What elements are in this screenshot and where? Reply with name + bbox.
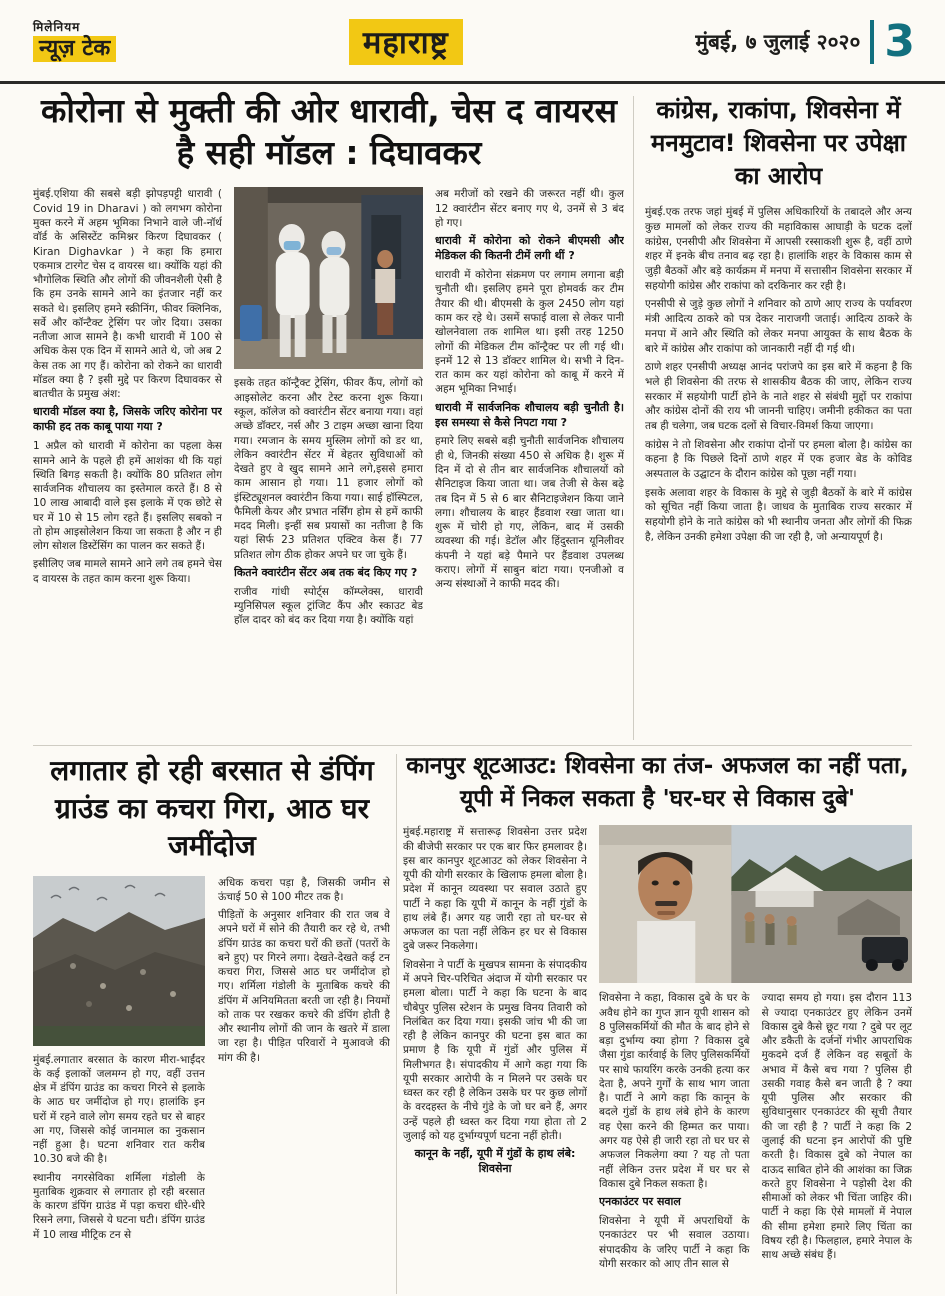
kanpur-column-1 xyxy=(403,825,587,1293)
paragraph: मुंबई.महाराष्ट्र में सत्तारूढ़ शिवसेना उत्तर प्रदेश की बीजेपी सरकार पर एक बार फिर हमलावर है। इस बार कानपुर शूटआउट को लेकर शिवसेना ने यूपी की योगी सरकार के खिलाफ हमला बोला है। प्रदेश में कानून व्यवस्था पर सवाल उठाते हुए पार्टी ने कहा कि यूपी में कानून के नहीं गुंडों के हाथ लंबे हैं। अगर यह जारी रहा तो घर-घर से अफजल का पता नहीं लेकिन हर घर से विकास दुबे जरूर निकलेगा। xyxy=(403,826,587,953)
date-and-page xyxy=(695,15,915,67)
paragraph: ज्यादा समय हो गया। इस दौरान 113 से ज्यादा एनकाउंटर हुए लेकिन उनमें विकास दुबे कैसे छूट गया ? दुबे पर लूट और डकैती के दर्जनों गंभीर आपराधिक मुकदमे दर्ज हैं लेकिन वह सबूतों के अभाव में कैसे बच गया ? पुलिस ही उसकी गवाह कैसे बन जाती है ? क्या यूपी पुलिस और सरकार की सुविधानुसार एनकाउंटर की सूची तैयार की जा रही है ? पार्टी ने कहा कि 2 जुलाई की घटना इन आरोपों की पुष्टि करती है। विकास दुबे को नेपाल का दाऊद साबित होने की आशंका का जिक्र करते हुए शिवसेना ने पड़ोसी देश की सीमाओं को लेकर भी चिंता जाहिर की। पार्टी ने कहा कि ऐसे मामलों में नेपाल की सीमा हमेशा हमारे लिए चिंता का विषय रही है। फिलहाल, हमारे नेपाल के साथ अच्छे संबंध हैं। xyxy=(761,992,912,1262)
paragraph: स्थानीय नगरसेविका शर्मिला गंडोली के मुताबिक शुक्रवार से लगातार हो रही बरसात के कारण डंपिंग ग्राउंड में पड़ा कचरा धीरे-धीरे रिसने लगा, जिससे ये घटना घटी। डंपिंग ग्राउंड में 10 लाख मीट्रिक टन से xyxy=(33,1171,205,1241)
dharavi-column-3 xyxy=(435,187,624,739)
question-subhead: धारावी मॉडल क्या है, जिसके जरिए कोरोना पर काफी हद तक काबू पाया गया ? xyxy=(33,405,222,434)
paragraph: एनसीपी से जुड़े कुछ लोगों ने शनिवार को ठाणे आए राज्य के पर्यावरण मंत्री आदित्य ठाकरे को पत्र देकर नाराजगी जताई। आदित्य ठाकरे के मनपा में आने और स्थिति को लेकर मनपा आयुक्त के साथ बैठक के बारे में कांग्रेस और राकांपा को जानकारी नहीं दी गई थी। xyxy=(645,298,912,355)
headline-congress: कांग्रेस, राकांपा, शिवसेना में मनमुटाव! शिवसेना पर उपेक्षा का आरोप xyxy=(651,96,906,191)
bold-pullquote: कानून के नहीं, यूपी में गुंडों के हाथ लंबे: शिवसेना xyxy=(414,1147,576,1176)
newspaper-logo xyxy=(33,21,116,62)
dharavi-photo xyxy=(234,187,423,369)
paragraph: मुंबई.लगातार बरसात के कारण मीरा-भाईंदर के कई इलाकों जलमग्न हो गए, वहीं उत्तन क्षेत्र में डंपिंग ग्राउंड का कचरा गिरने से इलाके के आठ घर जमींदोज हो गए। हालांकि इन घरों में रहने वाले लोग समय रहते घर से बाहर आ गए, जिससे कोई जानमाल का नुकसान नहीं हुआ है। घटना शनिवार रात करीब 10.30 बजे की है। xyxy=(33,1053,205,1166)
congress-column xyxy=(645,205,912,741)
dump-columns xyxy=(33,876,391,1288)
paragraph: अधिक कचरा पड़ा है, जिसकी जमीन से ऊंचाई 50 से 100 मीटर तक है। xyxy=(218,876,390,903)
article-dumping-ground xyxy=(33,752,391,1288)
subhead-encounter: एनकाउंटर पर सवाल xyxy=(599,1195,681,1209)
paragraph: शिवसेना ने कहा, विकास दुबे के घर के अवैध होने का गुप्त ज्ञान यूपी शासन को 8 पुलिसकर्मियों की मौत के बाद होने से बड़ा दुर्भाग्य क्या होगा ? विकास दुबे जैसा गुंडा कार्रवाई के लिए पुलिसकर्मियों पर साधे फायरिंग करके उनकी हत्या कर देता है, अपने गुर्गों के साथ भाग जाता है। पार्टी ने आगे कहा कि कानून के बदले गुंडों के हाथ लंबे होने के कारण वह ऐसा करने की हिम्मत कर पाया। अगर यह ऐसे ही जारी रहा तो घर घर से अफजल निकलेगा क्या ? यह तो पता नहीं लेकिन उत्तर प्रदेश में घर घर से विकास दुबे निकल सकता है। xyxy=(599,992,750,1190)
dateline: मुंबई, ७ जुलाई २०२० xyxy=(695,29,861,54)
section-title xyxy=(116,19,695,65)
kanpur-photo-illustration xyxy=(599,825,912,983)
headline-kanpur: कानपुर शूटआउट: शिवसेना का तंज- अफजल का नहीं पता, यूपी में निकल सकता है 'घर-घर से विकास दुबे' xyxy=(406,753,909,812)
logo-bottom-text: न्यूज़ टेक xyxy=(33,36,116,62)
kanpur-column-2 xyxy=(599,991,750,1293)
dump-column-1 xyxy=(33,876,205,1288)
paragraph: राजीव गांधी स्पोर्ट्स कॉम्प्लेक्स, धारावी म्युनिसिपल स्कूल ट्रांजिट कैंप और स्काउट बेड हॉल दादर को बंद कर दिया गया है। क्योंकि यहां xyxy=(234,585,423,627)
page-number-divider xyxy=(870,20,874,64)
paragraph: मुंबई.एक तरफ जहां मुंबई में पुलिस अधिकारियों के तबादले और अन्य कुछ मामलों को लेकर राज्य की महाविकास आघाड़ी के घटक दलों कांग्रेस, एनसीपी और शिवसेना में आपसी रस्साकशी शुरू है, वहीं ठाणे शहर में इनके बीच तनाव बढ़ रहा है। हालांकि शहर के विकास काम से जुड़ी बैठकों और बड़े कार्यक्रम में मनपा में सत्तासीन शिवसेना सरकार में सहयोगी कांग्रेस और राकांपा को दरकिनार कर रही है। xyxy=(645,206,912,292)
section-title-text: महाराष्ट्र xyxy=(349,19,463,65)
dumping-ground-photo xyxy=(33,876,205,1046)
paragraph: हमारे लिए सबसे बड़ी चुनौती सार्वजनिक शौचालय ही थे, जिनकी संख्या 450 से अधिक है। शुरू में दिन में दो से तीन बार सार्वजनिक शौचालयों को सैनिटाइज किया जाता था। जब तेजी से केस बढ़े तब दिन में 5 से 6 बार सैनिटाइजेशन किया जाने लगा। शौचालय के बाहर हैंडवाश रखा जाता था। शुरू में चोरी हो गए, लेकिन, बाद में उसकी व्यवस्था की गई। डेटॉल और हिंदुस्तान यूनिलीवर कंपनी ने यहां बड़े पैमाने पर हैंडवाश उपलब्ध कराए। लोगों में साबुन बांटा गया। एनजीओ व अन्य संस्थाओं ने काफी मदद की। xyxy=(435,435,624,591)
paragraph: इसके तहत कॉन्ट्रैक्ट ट्रेसिंग, फीवर कैंप, लोगों को आइसोलेट करना और टेस्ट करना शुरू किया। स्कूल, कॉलेज को क्वारंटीन सेंटर बनाया गया। वहां अच्छे डॉक्टर, नर्स और 3 टाइम अच्छा खाना दिया गया। रमजान के समय मुस्लिम लोगों को डर था, लेकिन क्वारंटीन सेंटर में बेहतर सुविधाओं को देखते हुए वे खुद सामने आने लगे,इससे हमारा काम आसान हो गया। 11 हजार लोगों को इंस्टिट्यूशनल क्वारंटीन किया गया। साई हॉस्पिटल, फैमिली केयर और प्रभात नर्सिंग होम से हमें काफी मदद मिली। इन्हीं सब प्रयासों का नतीजा है कि यहां सिर्फ 23 प्रतिशत एक्टिव केस हैं। 77 प्रतिशत लोग ठीक होकर अपने घर जा चुके हैं। xyxy=(234,377,423,561)
paragraph: शिवसेना ने पार्टी के मुखपत्र सामना के संपादकीय में अपने चिर-परिचित अंदाज में योगी सरकार पर हमला बोला। पार्टी ने कहा कि घटना के बाद चौबेपुर पुलिस स्टेशन के प्रमुख विनय तिवारी को निलंबित कर दिया गया। इसकी जांच भी की जा रही है लेकिन कानपुर की घटना इस बात का प्रमाण है कि यूपी में गुंडों और पुलिस में मिलीभगत है। संपादकीय में आगे कहा गया कि यूपी सरकार आरोपी के न मिलने पर उसके घर ध्वस्त कर रही है लेकिन उसके घर पर कुछ लोगों के वरदहस्त के नीचे गुंडे के जो घर बने हैं, अगर उन्हें पहले ही ध्वस्त कर दिया गया होता तो 2 जुलाई को यह दुर्भाग्यपूर्ण घटना नहीं होती। xyxy=(403,958,587,1142)
dharavi-column-1 xyxy=(33,187,222,739)
article-kanpur-shootout xyxy=(403,750,912,1293)
column-rule-top xyxy=(633,96,634,740)
paragraph: कांग्रेस ने तो शिवसेना और राकांपा दोनों पर हमला बोला है। कांग्रेस का कहना है कि पिछले दिनों ठाणे शहर में एक हजार बेड के कोविड अस्पताल के उद्घाटन के दौरान कांग्रेस को पूछा नहीं गया। xyxy=(645,438,912,481)
column-rule-bottom xyxy=(396,754,397,1294)
logo-top-text: मिलेनियम xyxy=(33,19,81,34)
question-subhead: कितने क्वारंटीन सेंटर अब तक बंद किए गए ? xyxy=(234,565,418,579)
article-congress-ncp-shivsena xyxy=(645,94,912,741)
dharavi-photo-illustration xyxy=(234,187,423,369)
kanpur-lower-columns xyxy=(599,991,912,1293)
paragraph: ठाणे शहर एनसीपी अध्यक्ष आनंद परांजपे का इस बारे में कहना है कि भले ही शिवसेना की तरफ से शासकीय बैठक की जाए, लेकिन राज्य सरकार में सहयोगी पार्टी होने के नाते शहर से संबंधी मुद्दों पर राकांपा और कांग्रेस दोनों की राय भी जाननी चाहिए। जमीनी हकीकत का पता तब ही चलेगा, जब घटक दलों से विचार-विमर्श किया जाएगा। xyxy=(645,361,912,432)
paragraph: शिवसेना ने यूपी में अपराधियों के एनकाउंटर पर भी सवाल उठाया। संपादकीय के जरिए पार्टी ने कहा कि योगी सरकार को आए तीन साल से xyxy=(599,1214,750,1270)
kanpur-column-3 xyxy=(762,991,913,1293)
dharavi-columns xyxy=(33,187,625,739)
kanpur-columns xyxy=(403,825,912,1293)
paragraph: अब मरीजों को रखने की जरूरत नहीं थी। कुल 12 क्वारंटीन सेंटर बनाए गए थे, उनमें से 3 बंद हो गए। xyxy=(435,188,624,229)
article-dharavi xyxy=(33,90,625,739)
paragraph: इसीलिए जब मामले सामने आने लगे तब हमने चेस द वायरस के तहत काम करना शुरू किया। xyxy=(33,558,222,585)
kanpur-right-block xyxy=(599,825,912,1293)
paragraph: इसके अलावा शहर के विकास के मुद्दे से जुड़ी बैठकों के बारे में कांग्रेस को सूचित नहीं किया जाता है। जाधव के मुताबिक राज्य सरकार में सहयोगी होने के नाते कांग्रेस को भी स्थानीय जनता और लोगों की फिक्र है, लेकिन उनकी हमेशा उपेक्षा की जा रही है, जो अन्यायपूर्ण है। xyxy=(645,486,912,543)
page-number: 3 xyxy=(884,15,915,67)
headline-dharavi: कोरोना से मुक्ती की ओर धारावी, चेस द वायरस है सही मॉडल : दिघावकर xyxy=(41,91,617,173)
paragraph: मुंबई.एशिया की सबसे बड़ी झोपड़पट्टी धारावी ( Covid 19 in Dharavi ) को लगभग कोरोना मुक्त करने में अहम भूमिका निभाने वाले जी-नॉर्थ वॉर्ड के असिस्टेंट कमिश्नर किरण दिघावकर ( Kiran Dighavkar ) ने कहा कि हमारा एकमात्र टारगेट चेस द वायरस था। क्योंकि यहां की भौगोलिक स्थिति और लोगों की जीवनशैली ऐसी है कि हम उनके सामने आने का इंतजार नहीं कर सकते थे। इसलिए हमने स्क्रीनिंग, फीवर क्लिनिक, सर्वे और कॉन्टैक्ट ट्रेसिंग पर जोर दिया। उसका नतीजा आज सामने है। कभी धारावी में 100 से अधिक केस एक दिन में सामने आते थे, जो अब 2 केस तक आ गए हैं। कोरोना को रोकने का धारावी मॉडल क्या है ? इसी मुद्दे पर किरण दिघावकर से बातचीत के प्रमुख अंश: xyxy=(33,188,222,401)
question-subhead: धारावी में कोरोना को रोकने बीएमसी और मेडिकल की कितनी टीमें लगी थीं ? xyxy=(435,234,624,263)
dump-column-2 xyxy=(218,876,390,1288)
kanpur-photo xyxy=(599,825,912,983)
dharavi-column-2 xyxy=(234,187,423,739)
section-divider xyxy=(33,745,912,746)
headline-dump: लगातार हो रही बरसात से डंपिंग ग्राउंड का कचरा गिरा, आठ घर जमींदोज xyxy=(50,754,374,863)
question-subhead: धारावी में सार्वजनिक शौचालय बड़ी चुनौती है। इस समस्या से कैसे निपटा गया ? xyxy=(435,400,624,429)
masthead xyxy=(0,0,945,84)
paragraph: पीड़ितों के अनुसार शनिवार की रात जब वे अपने घरों में सोने की तैयारी कर रहे थे, तभी डंपिंग ग्राउंड का कचरा घरों की छतों (पतरों के बने हुए) पर गिरने लगा। देखते-देखते कई टन कचरा गिरा, जिससे आठ घर जमींदोज हो गए। शर्मिला गंडोली के मुताबिक कचरे की डंपिंग में अनियमितता बरती जा रही है। नियमों को ताक पर रखकर कचरे की डंपिंग होती है और स्थानीय लोगों की जान के खतरे में डाला जा रहा है। पीड़ित परिवारों ने मुआवजे की मांग की है। xyxy=(218,909,390,1064)
dump-photo-illustration xyxy=(33,876,205,1046)
paragraph: धारावी में कोरोना संक्रमण पर लगाम लगाना बड़ी चुनौती थी। इसलिए हमने पूरा होमवर्क कर टीम तैयार की थी। बीएमसी के कुल 2450 लोग यहां काम कर रहे थे। उसमें सफाई वाला से लेकर पानी खोलनेवाला तक शामिल था। इसी तरह 1250 लोगों की मेडिकल टीम कॉन्ट्रैक्ट पर ली गई थी। इनमें 12 से 13 डॉक्टर शामिल थे। सभी ने दिन-रात काम कर यहां कोरोना को काबू में करने में अहम भूमिका निभाई। xyxy=(435,269,624,396)
paragraph: 1 अप्रैल को धारावी में कोरोना का पहला केस सामने आने के पहले ही हमें आशंका थी कि यहां स्थिति बिगड़ सकती है। क्योंकि 80 प्रतिशत लोग सार्वजनिक शौचालय का इस्तेमाल करते हैं। 8 से 10 लाख आबादी वाले इस इलाके में एक छोटे से घर में 10 से 15 लोग रहते हैं। इसलिए सबको न तो होम आइसोलेशन किया जा सकता है और न ही लोग सोशल डिस्टेंसिंग का पालन कर सकते हैं। xyxy=(33,440,222,553)
